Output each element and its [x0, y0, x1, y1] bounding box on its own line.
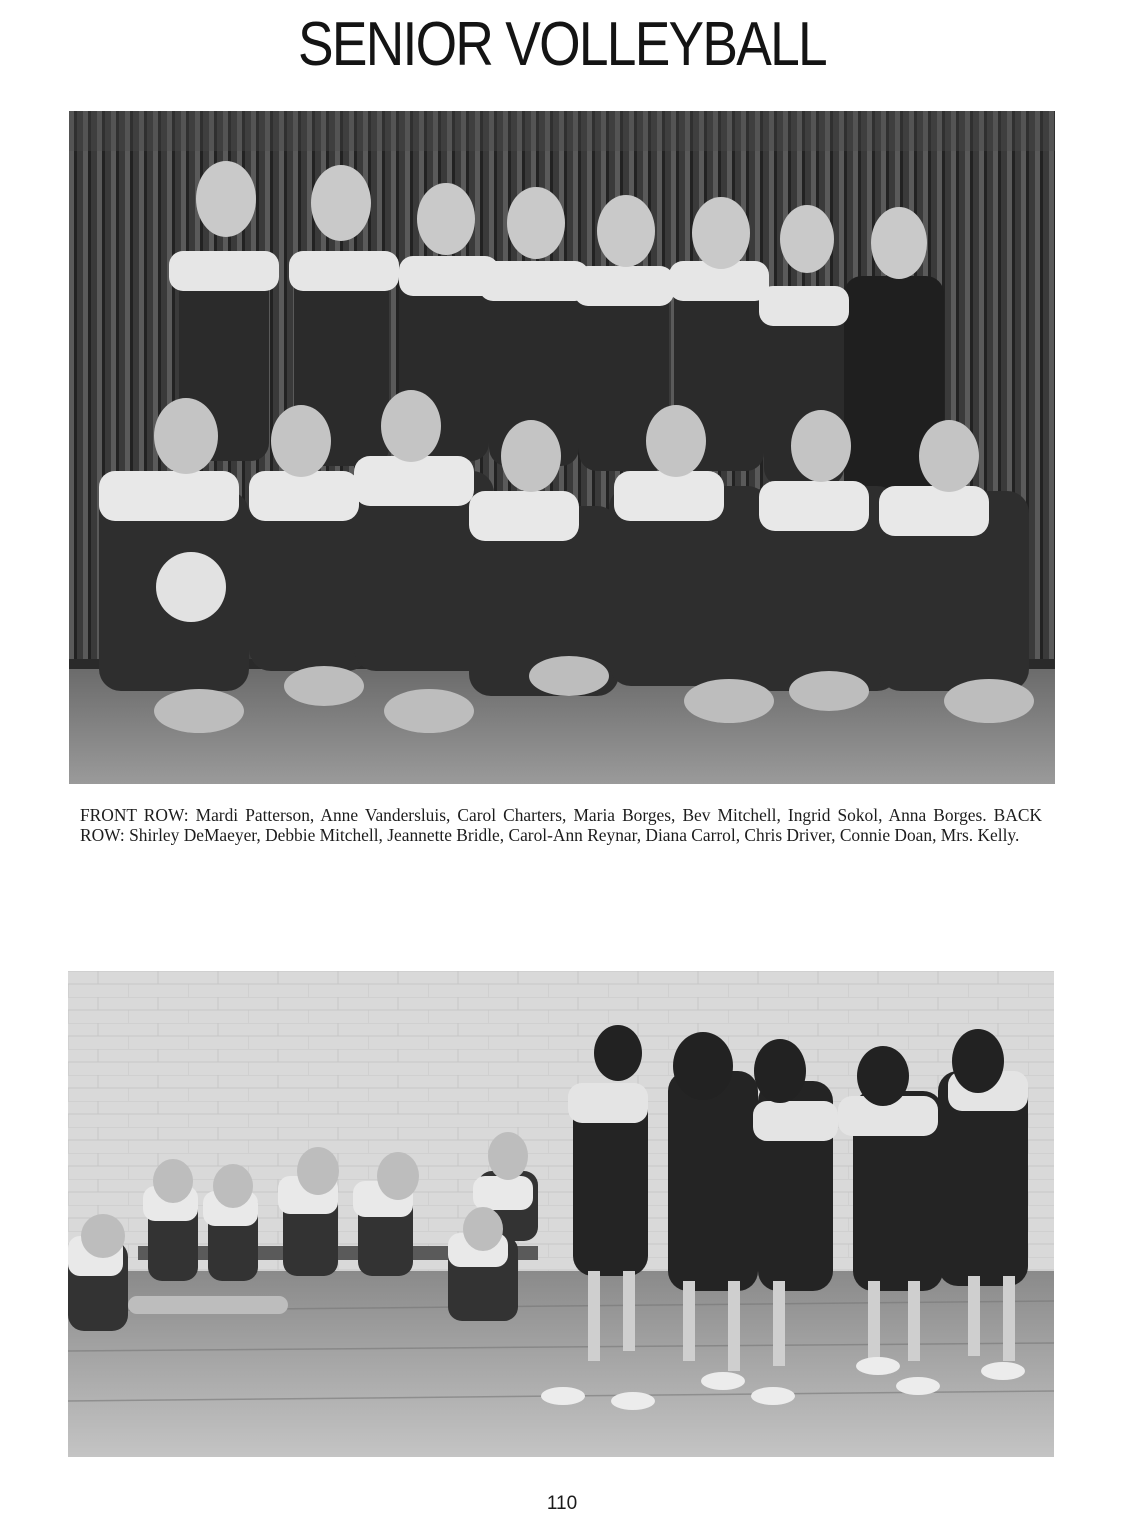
team-photo-image [69, 111, 1055, 784]
page-number: 110 [546, 1493, 578, 1514]
page-title: SENIOR VOLLEYBALL [298, 10, 826, 79]
team-photo [69, 111, 1055, 784]
game-photo [68, 971, 1054, 1457]
photo-caption: FRONT ROW: Mardi Patterson, Anne Vandersluis, Carol Charters, Maria Borges, Bev Mitchell, Ingrid Sokol, Anna Borges. BACK ROW: Shirley DeMaeyer, Debbie Mitchell, Jeannette Bridle, Carol-Ann Reynar, Diana Carrol, Chris Driver, Connie Doan, Mrs. Kelly. [80, 805, 1042, 845]
game-photo-image [68, 971, 1054, 1457]
volleyball [156, 552, 226, 622]
